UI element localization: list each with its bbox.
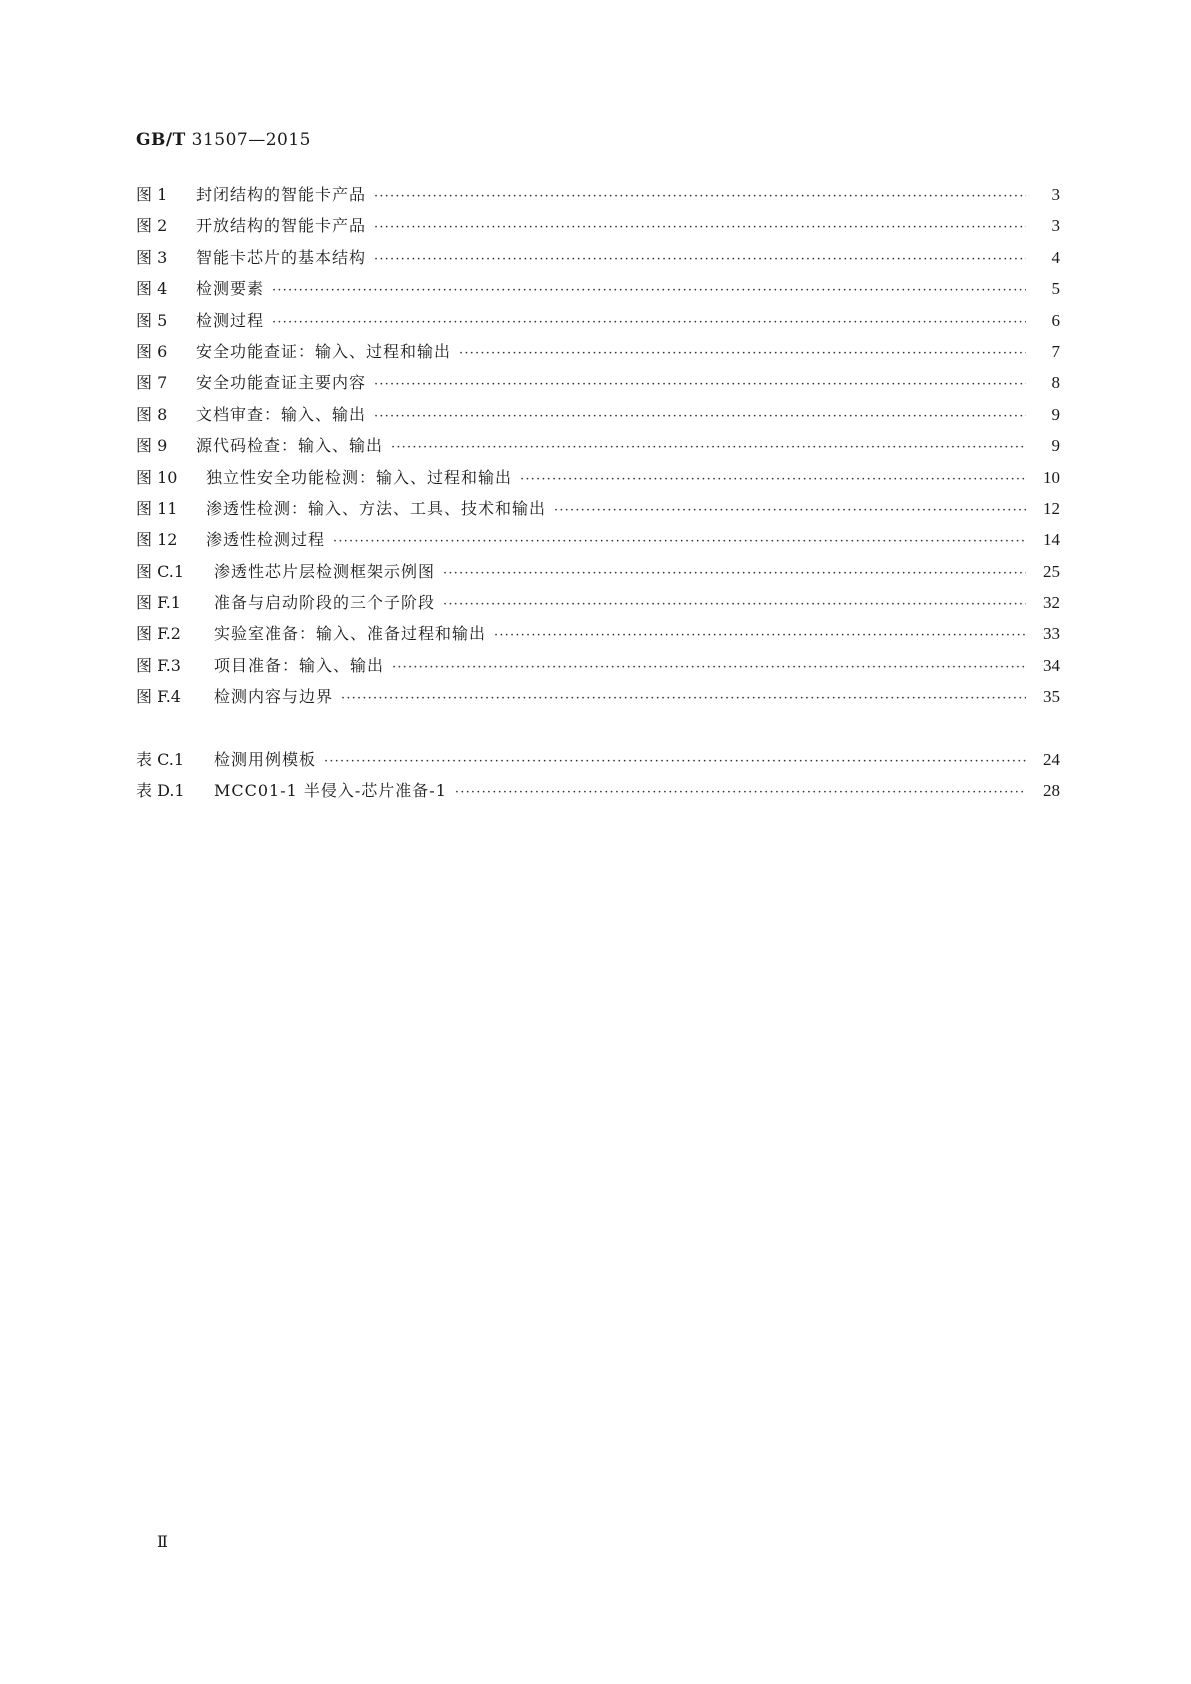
entry-page-number: 24 — [1043, 750, 1060, 769]
entry-title: 检测内容与边界 — [214, 687, 334, 707]
document-header — [136, 130, 311, 150]
entry-label: 表 C.1 — [136, 750, 185, 769]
entry-title: 渗透性检测：输入、方法、工具、技术和输出 — [206, 498, 547, 518]
entry-title: 检测要素 — [196, 279, 265, 299]
figure-entry[interactable] — [136, 309, 1060, 340]
entry-label: 图 F.3 — [136, 655, 181, 675]
entry-page-number: 4 — [1051, 247, 1060, 267]
entry-title: 安全功能查证主要内容 — [196, 373, 367, 393]
entry-title: 封闭结构的智能卡产品 — [196, 185, 367, 204]
entry-label: 图 1 — [136, 185, 168, 204]
entry-title: 检测过程 — [196, 310, 265, 330]
entry-label: 图 9 — [136, 436, 168, 456]
table-entry[interactable] — [136, 748, 1060, 779]
leader-dots — [374, 248, 1026, 272]
figure-entry[interactable] — [136, 183, 1060, 214]
figure-entry[interactable] — [136, 622, 1060, 653]
standard-code-prefix: GB/T — [136, 130, 186, 150]
leader-dots — [272, 311, 1026, 335]
entry-page-number: 9 — [1051, 436, 1060, 456]
entry-page-number: 8 — [1051, 373, 1060, 393]
entry-title: 渗透性检测过程 — [206, 530, 326, 550]
figure-entry[interactable] — [136, 497, 1060, 528]
figure-list — [136, 183, 1060, 717]
entry-title: 文档审查：输入、输出 — [196, 404, 367, 424]
leader-dots — [341, 687, 1026, 711]
leader-dots — [392, 656, 1026, 680]
figure-entry[interactable] — [136, 685, 1060, 716]
entry-page-number: 7 — [1051, 341, 1060, 361]
entry-label: 图 7 — [136, 373, 168, 393]
leader-dots — [333, 530, 1026, 554]
entry-page-number: 25 — [1043, 561, 1060, 581]
entry-title: 源代码检查：输入、输出 — [196, 436, 384, 456]
figure-entry[interactable] — [136, 277, 1060, 308]
figure-entry[interactable] — [136, 246, 1060, 277]
entry-label: 图 C.1 — [136, 561, 185, 581]
standard-code-number: 31507—2015 — [191, 130, 311, 150]
leader-dots — [391, 436, 1026, 460]
entry-page-number: 6 — [1051, 310, 1060, 330]
entry-page-number: 12 — [1043, 498, 1060, 518]
leader-dots — [443, 593, 1026, 617]
entry-page-number: 32 — [1043, 593, 1060, 613]
entry-page-number: 35 — [1043, 687, 1060, 707]
figure-entry[interactable] — [136, 214, 1060, 245]
leader-dots — [494, 624, 1026, 648]
entry-label: 图 11 — [136, 498, 178, 518]
figure-entry[interactable] — [136, 591, 1060, 622]
entry-title: 准备与启动阶段的三个子阶段 — [214, 593, 436, 613]
entry-label: 图 2 — [136, 216, 168, 236]
entry-label: 图 3 — [136, 247, 168, 267]
figure-entry[interactable] — [136, 371, 1060, 402]
entry-label: 图 F.1 — [136, 593, 181, 613]
entry-page-number: 34 — [1043, 655, 1060, 675]
leader-dots — [374, 216, 1026, 240]
entry-title: 渗透性芯片层检测框架示例图 — [214, 561, 436, 581]
entry-page-number: 3 — [1051, 216, 1060, 236]
entry-label: 图 4 — [136, 279, 168, 299]
figure-entry[interactable] — [136, 403, 1060, 434]
leader-dots — [554, 499, 1026, 523]
entry-label: 表 D.1 — [136, 781, 185, 801]
entry-page-number: 3 — [1051, 185, 1060, 204]
entry-title: 安全功能查证：输入、过程和输出 — [196, 341, 452, 361]
figure-entry[interactable] — [136, 528, 1060, 559]
figure-entry[interactable] — [136, 560, 1060, 591]
entry-label: 图 F.4 — [136, 687, 181, 707]
entry-label: 图 8 — [136, 404, 168, 424]
entry-page-number: 28 — [1043, 781, 1060, 801]
table-list — [136, 748, 1060, 811]
entry-label: 图 5 — [136, 310, 168, 330]
leader-dots — [459, 342, 1026, 366]
leader-dots — [443, 562, 1026, 586]
entry-label: 图 6 — [136, 341, 168, 361]
entry-page-number: 5 — [1051, 279, 1060, 299]
entry-page-number: 10 — [1043, 467, 1060, 487]
figure-entry[interactable] — [136, 466, 1060, 497]
figure-entry[interactable] — [136, 340, 1060, 371]
entry-title: 独立性安全功能检测：输入、过程和输出 — [206, 467, 513, 487]
entry-page-number: 33 — [1043, 624, 1060, 644]
table-entry[interactable] — [136, 779, 1060, 810]
entry-title: 检测用例模板 — [214, 750, 317, 769]
page-number: Ⅱ — [157, 1534, 168, 1551]
figure-entry[interactable] — [136, 654, 1060, 685]
entry-title: 开放结构的智能卡产品 — [196, 216, 367, 236]
leader-dots — [374, 373, 1026, 397]
entry-label: 图 F.2 — [136, 624, 181, 644]
leader-dots — [455, 781, 1026, 805]
leader-dots — [324, 750, 1026, 774]
entry-title: 实验室准备：输入、准备过程和输出 — [214, 624, 487, 644]
leader-dots — [374, 405, 1026, 429]
entry-title: 项目准备：输入、输出 — [214, 655, 385, 675]
entry-title: 智能卡芯片的基本结构 — [196, 247, 367, 267]
entry-label: 图 10 — [136, 467, 178, 487]
entry-label: 图 12 — [136, 530, 178, 550]
leader-dots — [272, 279, 1026, 303]
leader-dots — [374, 185, 1026, 209]
figure-entry[interactable] — [136, 434, 1060, 465]
entry-page-number: 14 — [1043, 530, 1060, 550]
entry-page-number: 9 — [1051, 404, 1060, 424]
entry-title: MCC01-1 半侵入-芯片准备-1 — [214, 781, 447, 801]
leader-dots — [520, 468, 1026, 492]
